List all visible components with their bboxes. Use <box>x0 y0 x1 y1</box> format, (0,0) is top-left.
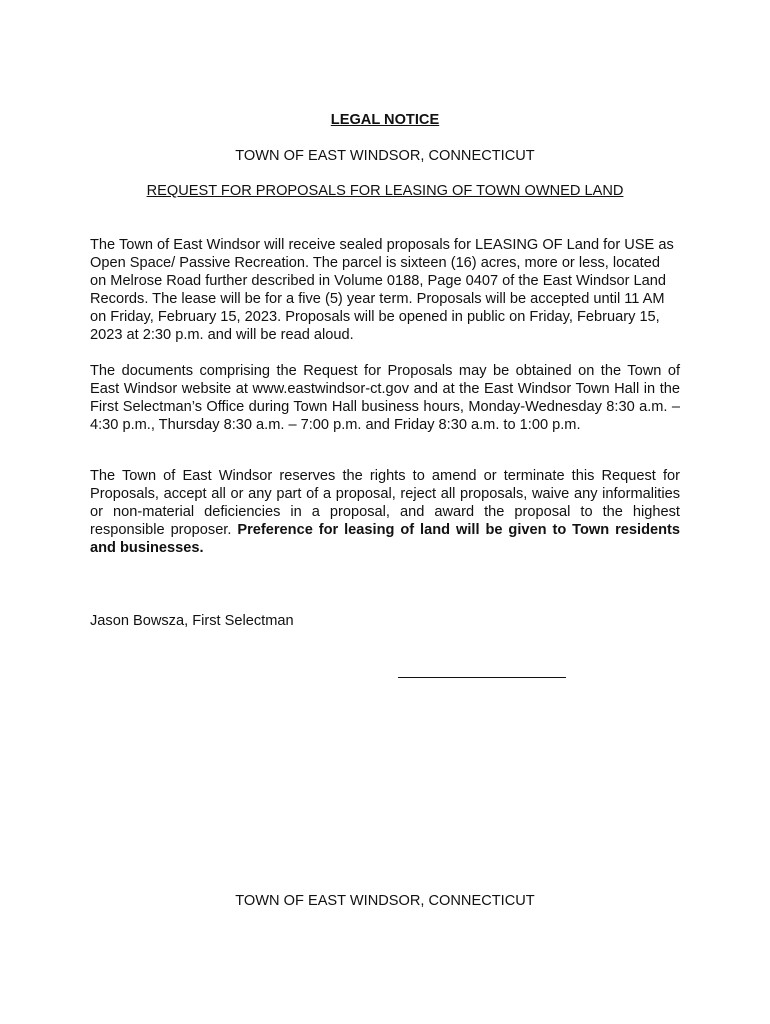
signature-name: Jason Bowsza, First Selectman <box>90 613 294 629</box>
town-title: TOWN OF EAST WINDSOR, CONNECTICUT <box>235 148 535 164</box>
legal-notice-heading: LEGAL NOTICE <box>330 112 440 128</box>
preference-statement: Preference for leasing of land will be given to Town residents and businesses. <box>90 522 680 556</box>
footer-town-title: TOWN OF EAST WINDSOR, CONNECTICUT <box>235 893 535 909</box>
paragraph-town-rights <box>90 467 680 557</box>
town-rights-text: The Town of East Windsor reserves the rights to amend or terminate this Request for Proposals, accept all or any part of a proposal, reject all proposals, waive any informalities or non-material deficiencies in a proposal, and award the proposal to the highest responsible proposer. <box>90 468 680 538</box>
signature-line <box>398 677 566 678</box>
rfp-title: REQUEST FOR PROPOSALS FOR LEASING OF TOWN OWNED LAND <box>146 183 624 199</box>
paragraph-proposal-details: The Town of East Windsor will receive sealed proposals for LEASING OF Land for USE as Open Space/ Passive Recreation. The parcel is sixteen (16) acres, more or less, located on Melrose Road further described in Volume 0188, Page 0407 of the East Windsor Land Records. The lease will be for a five (5) year term. Proposals will be accepted until 11 AM on Friday, February 15, 2023. Proposals will be opened in public on Friday, February 15, 2023 at 2:30 p.m. and will be read aloud. <box>90 237 674 343</box>
paragraph-documents-availability: The documents comprising the Request for Proposals may be obtained on the Town of East Windsor website at www.eastwindsor-ct.gov and at the East Windsor Town Hall in the First Selectman’s Office during Town Hall business hours, Monday-Wednesday 8:30 a.m. – 4:30 p.m., Thursday 8:30 a.m. – 7:00 p.m. and Friday 8:30 a.m. to 1:00 p.m. <box>90 363 680 433</box>
